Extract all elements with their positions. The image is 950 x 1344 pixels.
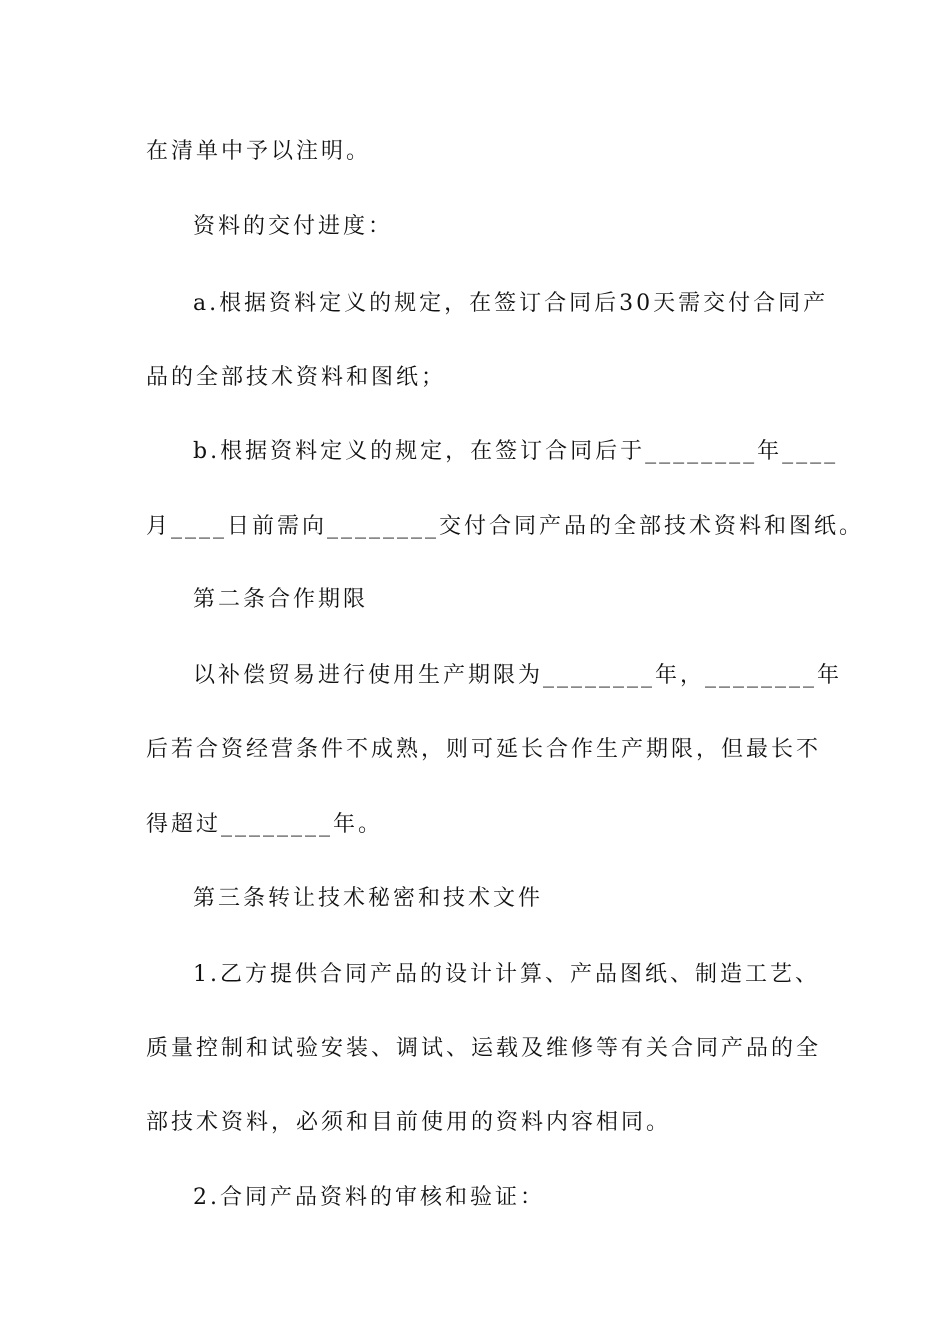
text-line: 部技术资料，必须和目前使用的资料内容相同。 [146,1110,672,1135]
text-line: 资料的交付进度： [193,214,394,239]
text-line: 月____日前需向________交付合同产品的全部技术资料和图纸。 [146,514,865,539]
text-line: b.根据资料定义的规定，在签订合同后于________年____ [193,439,839,464]
text-line: 品的全部技术资料和图纸； [146,365,447,390]
text-line: 2.合同产品资料的审核和验证： [193,1185,545,1210]
text-line: 以补偿贸易进行使用生产期限为________年，________年 [193,663,843,688]
text-line: 质量控制和试验安装、调试、运载及维修等有关合同产品的全 [146,1036,822,1061]
text-line: 在清单中予以注明。 [146,139,372,164]
text-line: 后若合资经营条件不成熟，则可延长合作生产期限，但最长不 [146,737,822,762]
section-heading: 第三条转让技术秘密和技术文件 [193,886,544,911]
text-line: 1.乙方提供合同产品的设计计算、产品图纸、制造工艺、 [193,962,820,987]
section-heading: 第二条合作期限 [193,587,369,612]
text-line: 得超过________年。 [146,812,384,837]
text-line: a.根据资料定义的规定，在签订合同后30天需交付合同产 [193,291,829,316]
